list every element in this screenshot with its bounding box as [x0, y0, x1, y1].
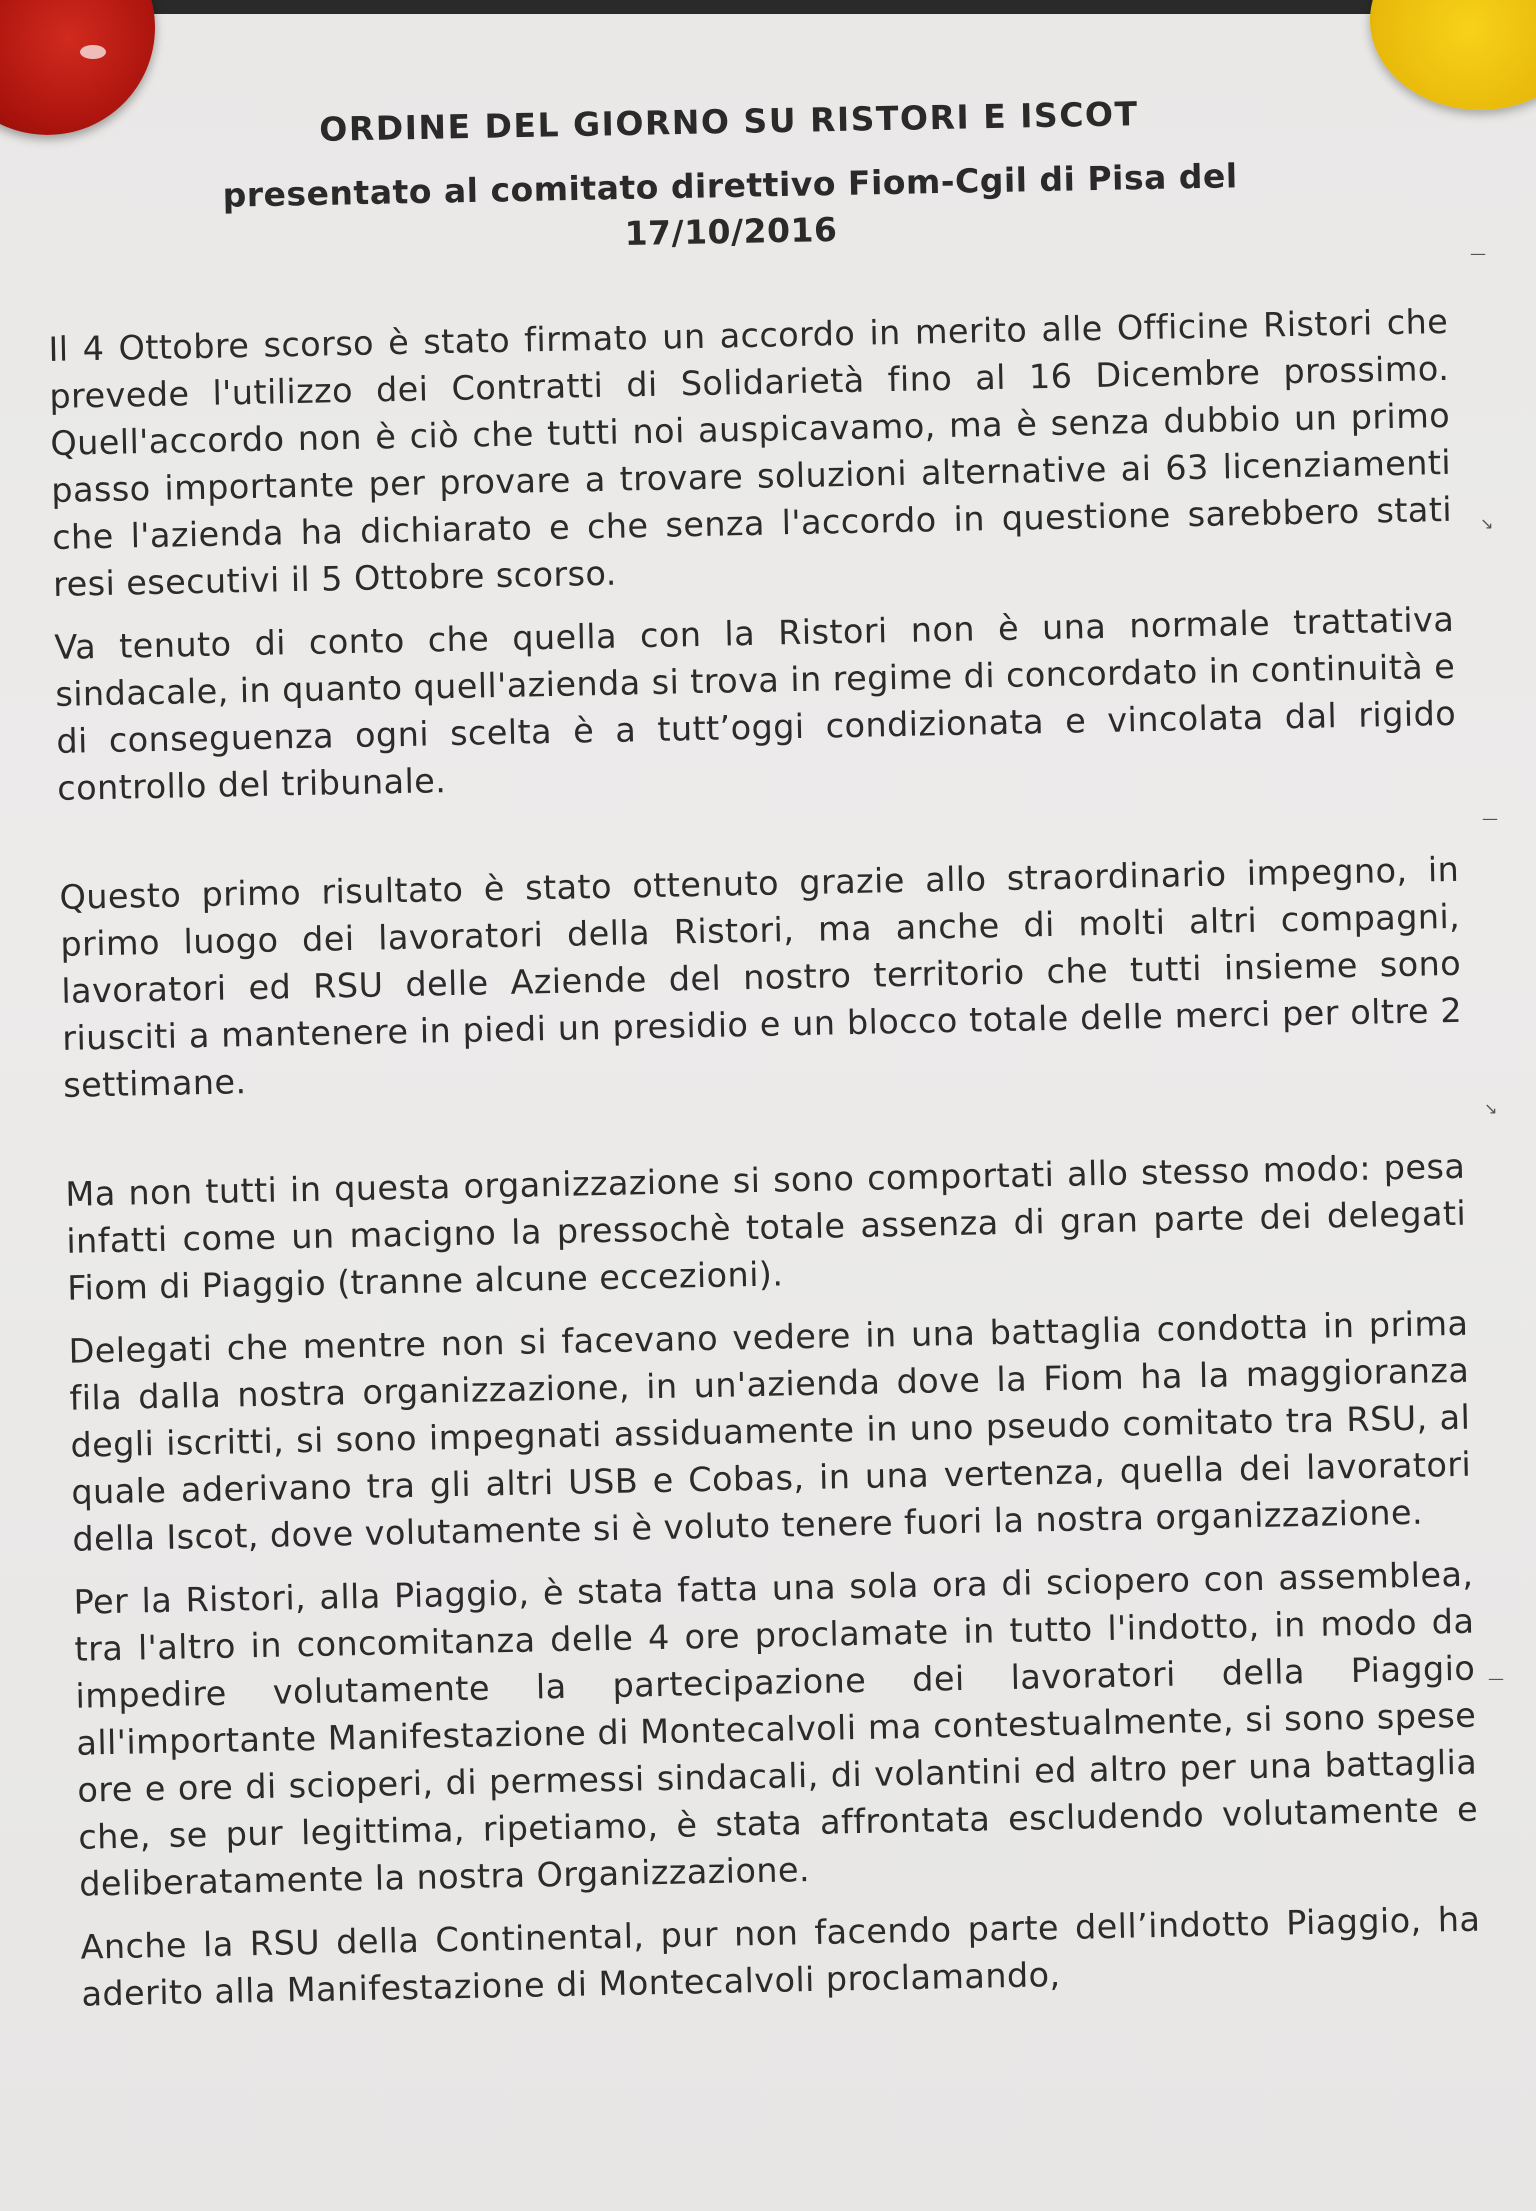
paragraph-1: Il 4 Ottobre scorso è stato firmato un accordo in merito alle Officine Ristori che prevede l'utilizzo dei Contratti di Solidarietà fino al 16 Dicembre prossimo. Quell'accordo non è ciò che tutti noi auspicavamo, ma è senza dubbio un primo passo importante per provare a trovare soluzioni alternative ai 63 licenziamenti che l'azienda ha dichiarato e che senza l'accordo in questione sarebbero stati resi esecutivi il 5 Ottobre scorso. — [48, 301, 1453, 604]
paragraph-7: Anche la RSU della Continental, pur non facendo parte dell’indotto Piaggio, ha aderito alla Manifestazione di Montecalvoli proclamando, — [80, 1899, 1481, 2014]
paper-sheet — [0, 14, 1536, 2211]
document-subtitle — [150, 152, 1312, 266]
paragraph-5: Delegati che mentre non si facevano vedere in una battaglia condotta in prima fila dalla nostra organizzazione, in un'azienda dove la Fiom ha la maggioranza degli iscritti, si sono impegnati assiduamente in uno pseudo comitato tra RSU, al quale aderivano tra gli altri USB e Cobas, in una vertenza, quella dei lavoratori della Iscot, dove volutamente si è voluto tenere fuori la nostra organizzazione. — [68, 1303, 1472, 1559]
paragraph-3: Questo primo risultato è stato ottenuto grazie allo straordinario impegno, in primo luogo dei lavoratori della Ristori, ma anche di molti altri compagni, lavoratori ed RSU delle Aziende del nostro territorio che tutti insieme sono riusciti a mantenere in piedi un presidio e un blocco totale delle merci per oltre 2 settimane. — [59, 849, 1463, 1105]
paragraph-6: Per la Ristori, alla Piaggio, è stata fatta una sola ora di sciopero con assemblea, tra l'altro in concomitanza delle 4 ore proclamate in tutto l'indotto, in modo da impedire volutamente la partecipazione dei lavoratori della Piaggio all'importante Manifestazione di Montecalvoli ma contestualmente, si sono spese ore e ore di scioperi, di permessi sindacali, di volantini ed altro per una battaglia che, se pur legittima, ripetiamo, è stata affrontata escludendo volutamente e deliberatamente la nostra Organizzazione. — [73, 1554, 1479, 1904]
margin-tick-mark: — — [1482, 809, 1498, 828]
margin-tick-mark: ↘ — [1480, 514, 1494, 533]
document-header — [149, 91, 1312, 266]
margin-tick-mark: ↘ — [1484, 1099, 1498, 1118]
paragraph-2: Va tenuto di conto che quella con la Ristori non è una normale trattativa sindacale, in quanto quell'azienda si trova in regime di concordato in continuità e di conseguenza ogni scelta è a tutt’oggi condizionata e vincolata dal rigido controllo del tribunale. — [54, 599, 1457, 808]
document-date: 17/10/2016 — [624, 209, 838, 254]
document-subtitle-line1: presentato al comitato direttivo Fiom-Cgil di Pisa del — [222, 156, 1238, 215]
margin-tick-mark: — — [1488, 1669, 1504, 1688]
paragraph-4: Ma non tutti in questa organizzazione si sono comportati allo stesso modo: pesa infatti come un macigno la pressochè totale assenza di gran parte dei delegati Fiom di Piaggio (tranne alcune eccezioni). — [65, 1146, 1467, 1308]
document-body — [48, 298, 1482, 2034]
document-title: ORDINE DEL GIORNO SU RISTORI E ISCOT — [318, 94, 1139, 149]
margin-tick-mark: — — [1470, 244, 1486, 263]
